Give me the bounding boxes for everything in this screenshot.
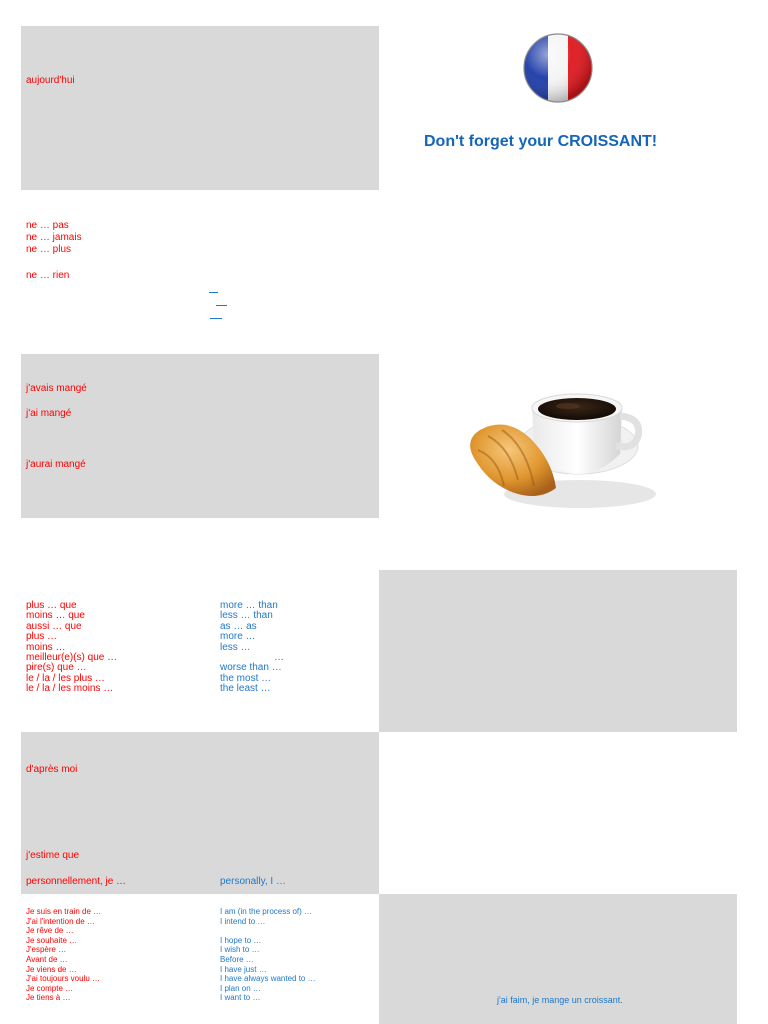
tense-perfect: j'ai mangé bbox=[26, 408, 72, 419]
list-item: Avant de … bbox=[26, 954, 68, 964]
negation-list bbox=[26, 220, 82, 256]
list-item: Je rêve de … bbox=[26, 926, 74, 936]
list-item: ne … jamais bbox=[26, 232, 82, 243]
intentions-french-list bbox=[26, 907, 101, 1003]
list-item: more … than bbox=[220, 600, 278, 611]
page-title: Don't forget your CROISSANT! bbox=[424, 133, 658, 150]
tenses-panel bbox=[21, 354, 379, 518]
list-item: the least … bbox=[220, 683, 271, 695]
list-item: J'ai toujours voulu … bbox=[26, 974, 101, 984]
example-sentence: j'ai faim, je mange un croissant. bbox=[497, 995, 623, 1005]
list-item: I have always wanted to … bbox=[220, 974, 316, 984]
comparison-english-list bbox=[220, 601, 284, 695]
list-item: the most … bbox=[220, 672, 272, 684]
list-item: I wish to … bbox=[220, 945, 260, 955]
list-item: plus … que bbox=[26, 600, 77, 611]
list-item: plus … bbox=[26, 631, 58, 643]
divider bbox=[210, 318, 222, 319]
list-item: Je suis en train de … bbox=[26, 907, 102, 916]
list-item: ne … rien bbox=[26, 270, 70, 281]
list-item: meilleur(e)(s) que … bbox=[26, 652, 118, 664]
list-item: I plan on … bbox=[220, 983, 261, 993]
list-item: ne … pas bbox=[26, 220, 69, 231]
list-item: worse than … bbox=[220, 662, 282, 674]
list-item: moins … que bbox=[26, 610, 85, 622]
list-item: Je viens de … bbox=[26, 964, 77, 974]
list-item: J'espère … bbox=[26, 945, 67, 955]
french-flag-icon bbox=[522, 32, 594, 104]
list-item: le / la / les plus … bbox=[26, 672, 105, 684]
list-item: I have just … bbox=[220, 964, 267, 974]
list-item: I am (in the process of) … bbox=[220, 907, 313, 916]
list-item: I want to … bbox=[220, 993, 261, 1003]
list-item: aussi … que bbox=[26, 620, 82, 632]
divider bbox=[216, 305, 227, 306]
time-label: aujourd'hui bbox=[26, 75, 75, 86]
coffee-croissant-illustration bbox=[460, 376, 660, 516]
list-item: Je souhaite … bbox=[26, 935, 78, 945]
list-item: Je tiens à … bbox=[26, 993, 71, 1003]
list-item: moins … bbox=[26, 641, 66, 653]
list-item: I intend to … bbox=[220, 916, 266, 926]
list-item: less … bbox=[220, 641, 251, 653]
list-item: as … as bbox=[220, 620, 257, 632]
list-item: ne … plus bbox=[26, 244, 72, 255]
list-item: le / la / les moins … bbox=[26, 683, 114, 695]
time-panel bbox=[21, 26, 379, 190]
comparison-side-panel bbox=[379, 570, 737, 732]
list-item: I hope to … bbox=[220, 935, 262, 945]
opinion-phrase: j'estime que bbox=[26, 850, 80, 861]
list-item: more … bbox=[220, 631, 256, 643]
list-item: J'ai l'intention de … bbox=[26, 916, 95, 926]
list-item: Je compte … bbox=[26, 983, 74, 993]
list-item: … bbox=[274, 652, 284, 664]
list-item: less … than bbox=[220, 610, 273, 622]
comparison-french-list bbox=[26, 601, 117, 695]
opinion-panel bbox=[21, 732, 379, 894]
intentions-english-list bbox=[220, 907, 316, 1003]
tense-pluperfect: j'avais mangé bbox=[26, 383, 87, 394]
divider bbox=[209, 292, 218, 293]
opinion-phrase: d'après moi bbox=[26, 764, 78, 775]
list-item bbox=[220, 926, 316, 936]
list-item: pire(s) que … bbox=[26, 662, 87, 674]
tense-future-perfect: j'aurai mangé bbox=[26, 459, 86, 470]
opinion-translation: personally, I … bbox=[220, 876, 286, 887]
opinion-phrase: personnellement, je … bbox=[26, 876, 127, 887]
list-item: Before … bbox=[220, 954, 254, 964]
